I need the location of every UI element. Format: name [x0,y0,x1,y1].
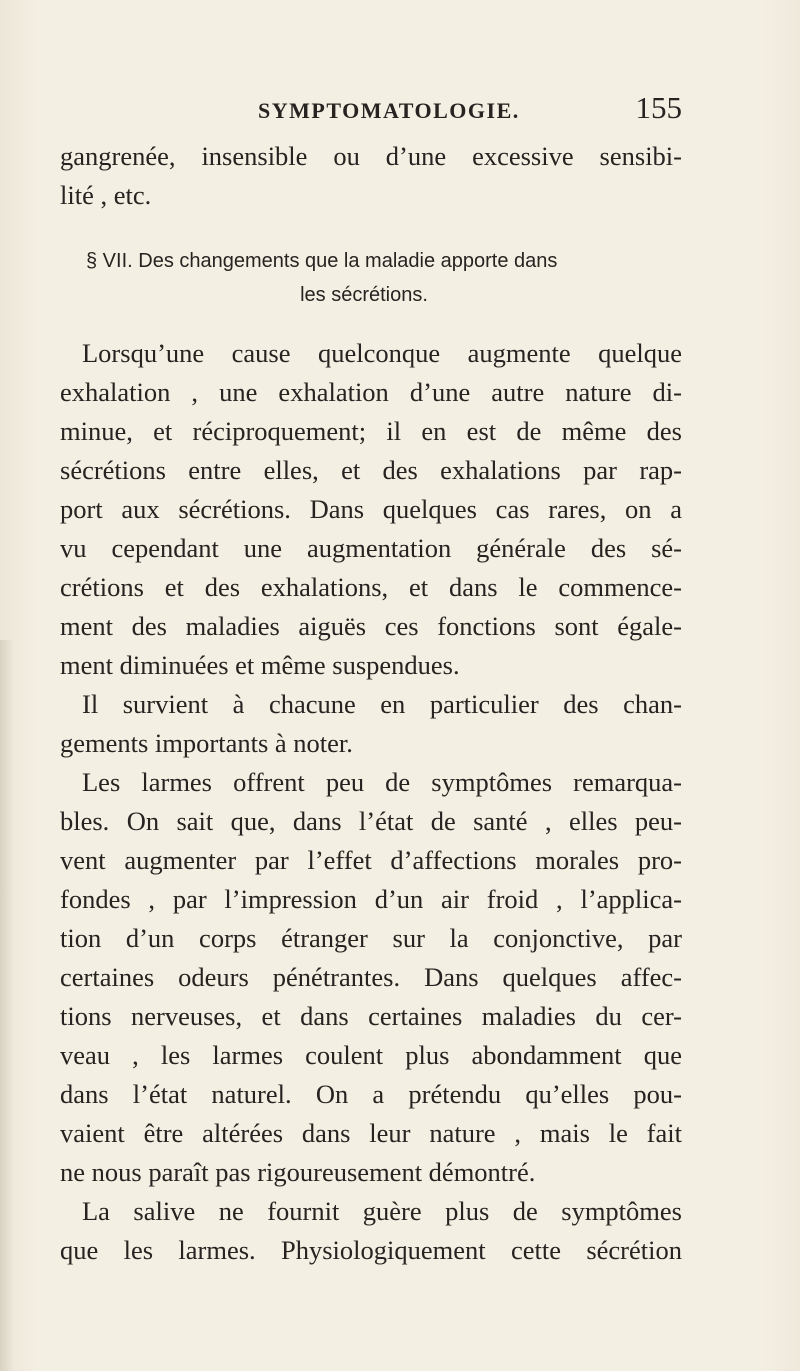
text-line: tion d’un corps étranger sur la conjonctive, par [60,923,682,953]
binding-shadow [0,640,14,1371]
text-line: ne nous paraît pas rigoureusement démontré. [60,1157,536,1187]
text-line: gangrenée, insensible ou d’une excessive sensibi- [60,141,682,171]
text-line: ment diminuées et même suspendues. [60,650,460,680]
page-number: 155 [635,90,682,125]
opening-paragraph [60,137,682,215]
text-line: que les larmes. Physiologiquement cette sécrétion [60,1235,682,1265]
text-line: minue, et réciproquement; il en est de même des [60,416,682,446]
text-line: lité , etc. [60,180,152,210]
page-header [258,90,682,125]
section-heading-line: § VII. Des changements que la maladie apporte dans [86,250,558,272]
text-line: vu cependant une augmentation générale des sé- [60,533,682,563]
text-line: certaines odeurs pénétrantes. Dans quelques affec- [60,962,682,992]
text-line: fondes , par l’impression d’un air froid , l’applica- [60,884,682,914]
main-text [60,334,682,1270]
text-line: veau , les larmes coulent plus abondamment que [60,1040,682,1070]
text-line: dans l’état naturel. On a prétendu qu’elles pou- [60,1079,682,1109]
text-line: port aux sécrétions. Dans quelques cas rares, on a [60,494,682,524]
section-heading [86,244,682,312]
section-heading-line: les sécrétions. [300,284,428,306]
text-line: bles. On sait que, dans l’état de santé , elles peu- [60,806,682,836]
text-line: crétions et des exhalations, et dans le commence- [60,572,682,602]
running-title: SYMPTOMATOLOGIE. [258,98,520,123]
text-line: gements importants à noter. [60,728,353,758]
text-line: Il survient à chacune en particulier des chan- [82,689,682,719]
text-line: vent augmenter par l’effet d’affections morales pro- [60,845,682,875]
text-line: La salive ne fournit guère plus de symptômes [82,1196,682,1226]
text-line: vaient être altérées dans leur nature , mais le fait [60,1118,682,1148]
text-line: Les larmes offrent peu de symptômes remarqua- [82,767,682,797]
text-line: tions nerveuses, et dans certaines maladies du cer- [60,1001,682,1031]
text-line: Lorsqu’une cause quelconque augmente quelque [82,338,682,368]
text-line: sécrétions entre elles, et des exhalations par rap- [60,455,682,485]
text-line: exhalation , une exhalation d’une autre nature di- [60,377,682,407]
text-line: ment des maladies aiguës ces fonctions sont égale- [60,611,682,641]
